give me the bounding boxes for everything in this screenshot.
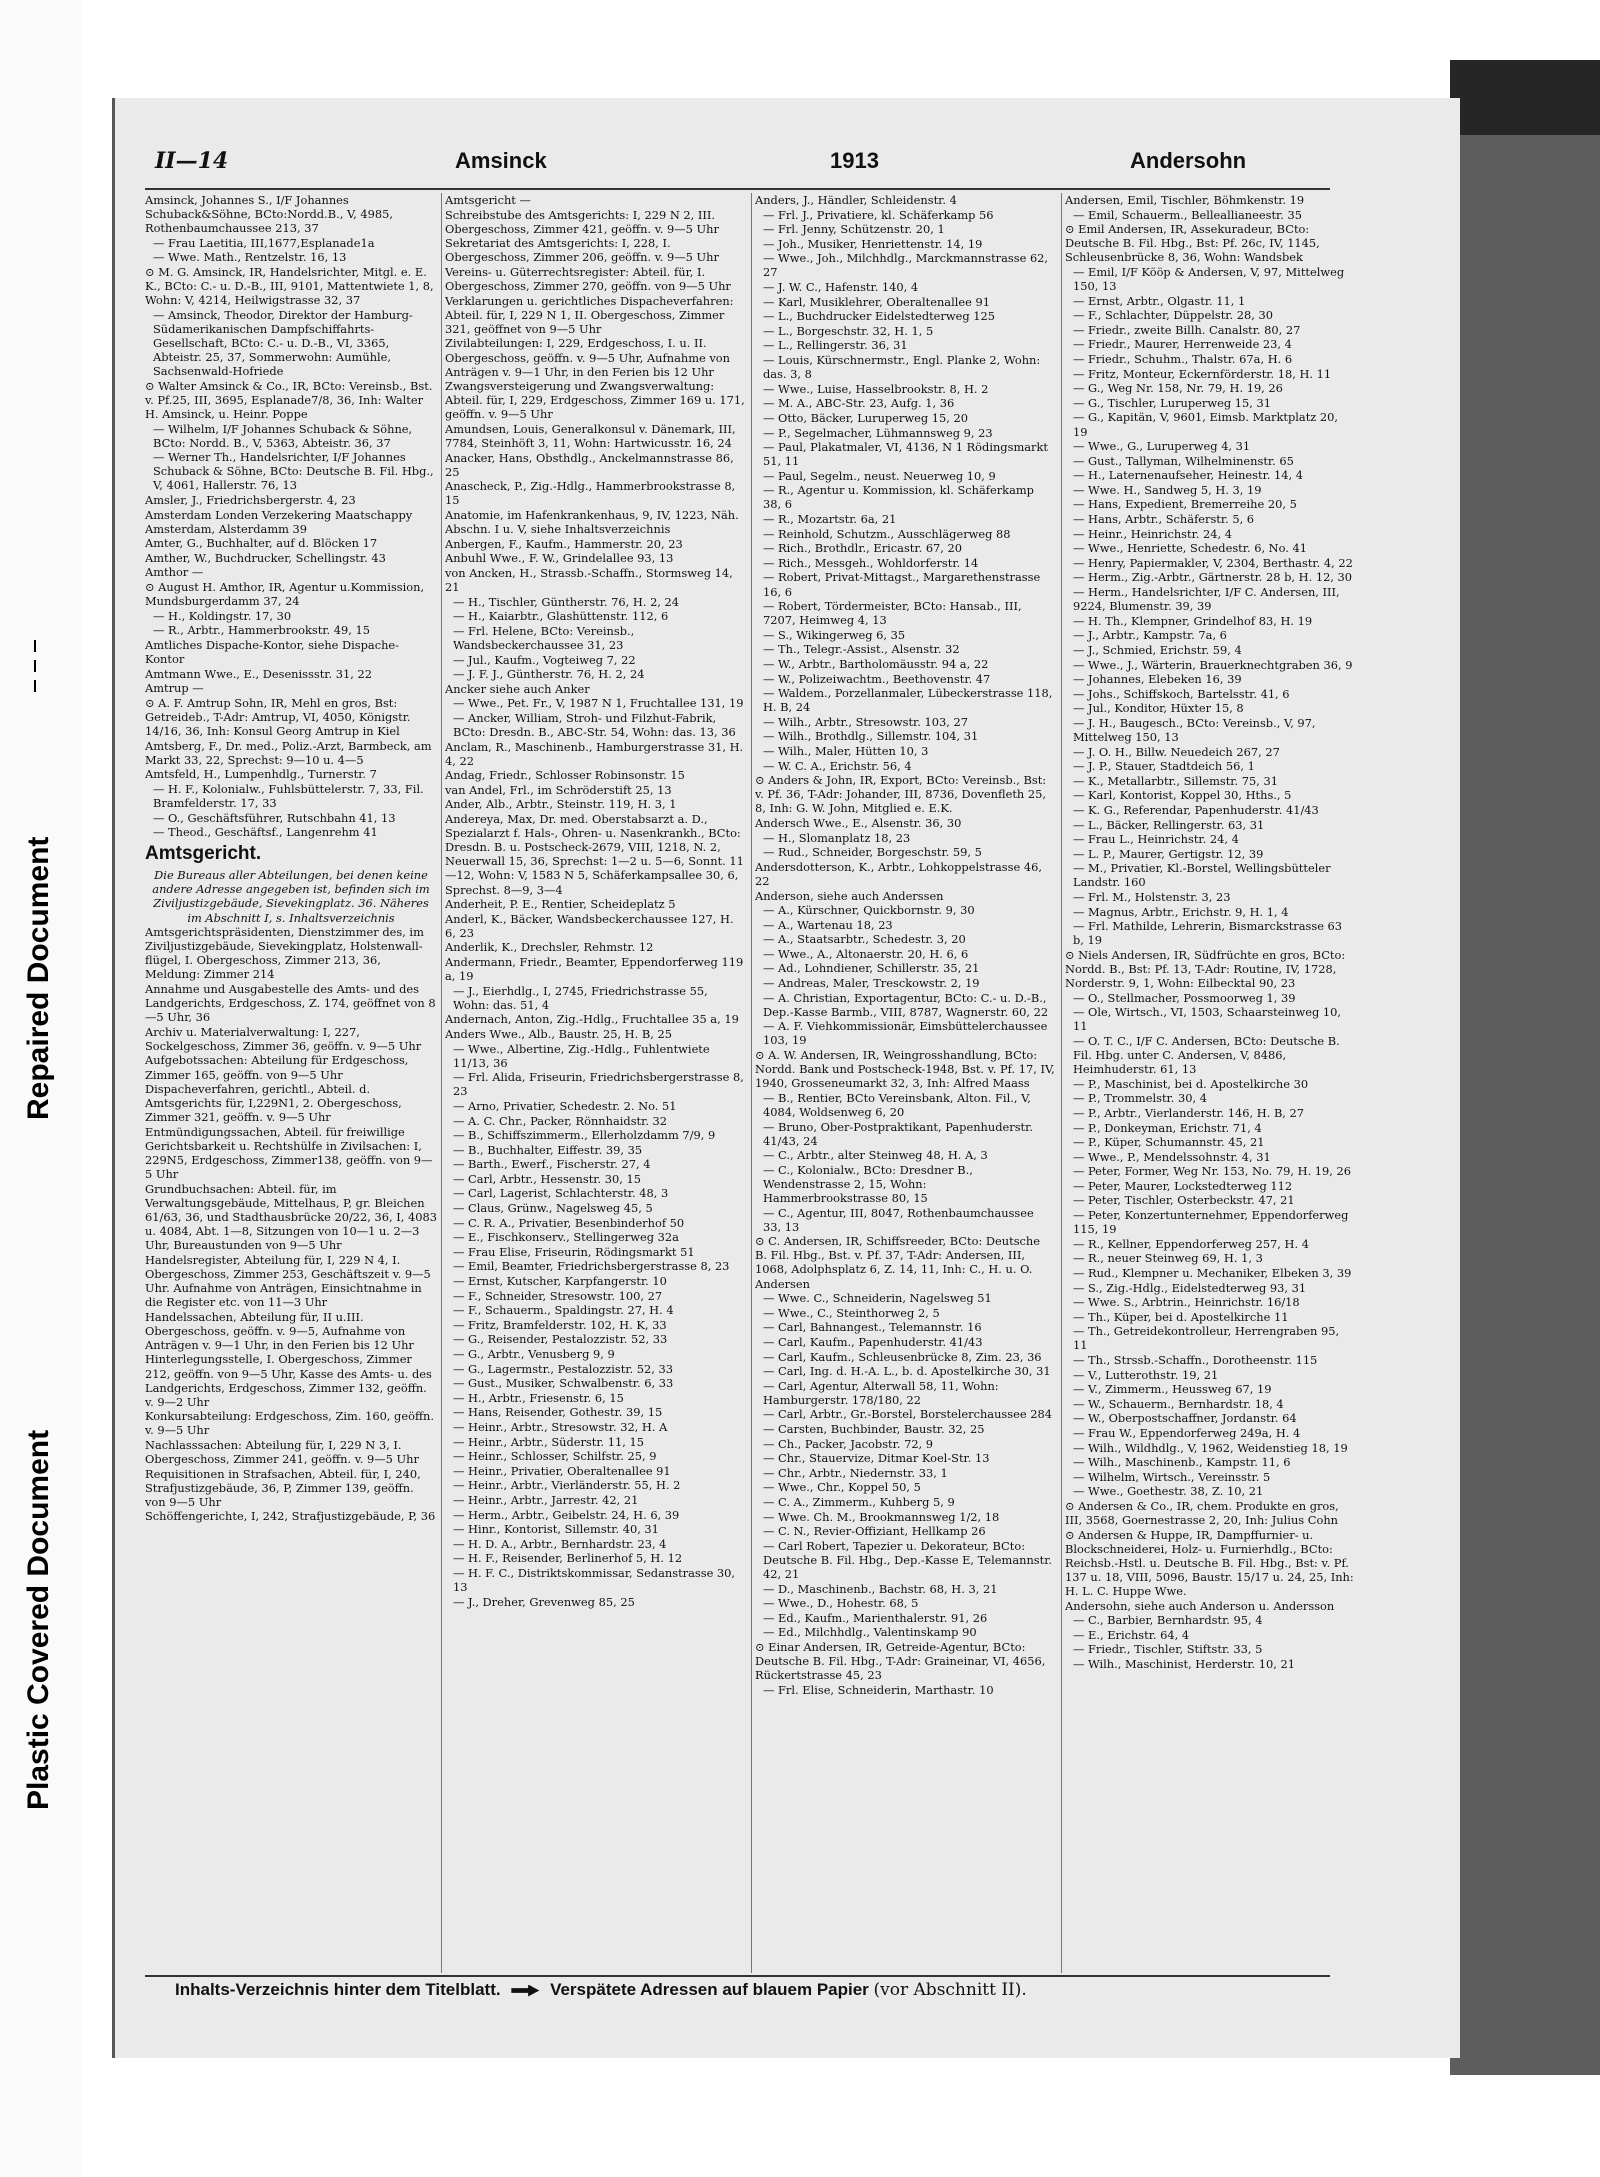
directory-entry: — Rich., Brothdlr., Ericastr. 67, 20 [763,541,963,556]
directory-entry: — Carl, Agentur, Alterwall 58, 11, Wohn: Hamburgerstr. 178/180, 22 [763,1378,999,1407]
directory-entry: — Carl, Bahnangest., Telemannstr. 16 [763,1320,982,1335]
directory-entry: — S., Zig.-Hdlg., Eidelstedterweg 93, 31 [1073,1280,1307,1295]
directory-entry: Anclam, R., Maschinenb., Hamburgerstrasse 31, H. 4, 22 [445,739,744,768]
directory-entry: — P., Küper, Schumannstr. 45, 21 [1073,1135,1265,1150]
directory-entry: — B., Schiffszimmerm., Ellerholzdamm 7/9, 9 [453,1128,716,1143]
directory-entry: ⊙ A. W. Andersen, IR, Weingrosshandlung, BCto: Nordd. Bank und Postscheck-1948, Bst. v. Pf. 17, IV, 1940, Grosseneumarkt 32, 3, Inh: Alfred Maass [755,1048,1055,1091]
directory-entry: — J. O. H., Billw. Neuedeich 267, 27 [1073,744,1280,759]
directory-entry: — P., Donkeyman, Erichstr. 71, 4 [1073,1120,1262,1135]
directory-entry: Amtsberg, F., Dr. med., Poliz.-Arzt, Barmbeck, am Markt 33, 22, Sprechst: 9—10 u. 4—5 [145,738,432,767]
directory-entry: — W., Arbtr., Bartholomäusstr. 94 a, 22 [763,657,989,671]
directory-entry: — H. D. A., Arbtr., Bernhardstr. 23, 4 [453,1536,667,1551]
directory-entry: — Fritz, Bramfelderstr. 102, H. K, 33 [453,1317,667,1332]
directory-entry: ⊙ Andersen & Co., IR, chem. Produkte en gros, III, 3568, Goernestrasse 2, 20, Inh: Julius Cohn [1065,1498,1339,1528]
column-divider [751,193,752,1973]
directory-entry: — Frl. Elise, Schneiderin, Marthastr. 10 [763,1682,994,1697]
directory-entry: Anderson, siehe auch Anderssen [755,888,944,903]
directory-entry: — Carl, Kaufm., Papenhuderstr. 41/43 [763,1334,983,1349]
directory-entry: — Herm., Arbtr., Geibelstr. 24, H. 6, 39 [453,1507,680,1522]
column-divider [1061,193,1062,1973]
directory-entry: — Wilh., Arbtr., Stresowstr. 103, 27 [763,714,968,729]
directory-entry: Anders Wwe., Alb., Baustr. 25, H. B, 25 [445,1026,672,1041]
directory-entry: — Wwe., Luise, Hasselbrookstr. 8, H. 2 [763,381,989,396]
directory-entry: — B., Rentier, BCto Vereinsbank, Alton. Fil., V, 4084, Woldsenweg 6, 20 [763,1090,1031,1119]
directory-entry: — Th., Strssb.-Schaffn., Dorotheenstr. 115 [1073,1353,1318,1367]
scanner-sidebar [0,0,82,2177]
directory-entry: — Karl, Kontorist, Koppel 30, Hths., 5 [1073,788,1292,803]
scan-edge-dark [1450,60,1600,135]
directory-entry: — Carl, Lagerist, Schlachterstr. 48, 3 [453,1186,669,1201]
directory-entry: — Emil, Schauerm., Belleallianeestr. 35 [1073,207,1302,222]
directory-entry: — Amsinck, Theodor, Direktor der Hamburg-Südamerikanischen Dampfschiffahrts-Gesellschaft, BCto: C.- u. D.-B., VI, 3365, Abteistr. 25, 37, Sommerwohn: Aumühle, Sachsenwald-Hofriede [153,307,413,379]
directory-entry: — Wilh., Maschinist, Herderstr. 10, 21 [1073,1656,1295,1671]
directory-entry: — M. A., ABC-Str. 23, Aufg. 1, 36 [763,396,955,411]
directory-entry: Amtsgerichtspräsidenten, Dienstzimmer des, im Ziviljustizgebäude, Sievekingplatz, Holstenwall-flügel, I. Obergeschoss, Zimmer 213, 36, Meldung: Zimmer 214 [145,925,424,982]
footer-section-ref: (vor Abschnitt II). [873,1980,1027,2000]
directory-entry: Schreibstube des Amtsgerichts: I, 229 N 2, III. Obergeschoss, Zimmer 421, geöffn. v. 9—5 Uhr [445,207,719,236]
directory-entry: — Heinr., Arbtr., Süderstr. 11, 15 [453,1434,645,1449]
directory-entry: — H., Koldingstr. 17, 30 [153,608,292,623]
directory-entry: — Joh., Musiker, Henriettenstr. 14, 19 [763,236,983,251]
directory-entry: Anatomie, im Hafenkrankenhaus, 9, IV, 1223, Näh. Abschn. I u. V, siehe Inhaltsverzeichnis [445,508,739,537]
directory-entry: — L., Buchdrucker Eidelstedterweg 125 [763,309,996,324]
directory-entry: — Carl Robert, Tapezier u. Dekorateur, BCto: Deutsche B. Fil. Hbg., Dep.-Kasse E, Telemannstr. 42, 21 [763,1538,1053,1581]
directory-entry: Anascheck, P., Zig.-Hdlg., Hammerbrookstrasse 8, 15 [445,479,736,508]
directory-entry: Grundbuchsachen: Abteil. für, im Verwaltungsgebäude, Mittelhaus, P, gr. Bleichen 61/63, 36, und Stadthausbrücke 20/22, 36, I, 4083 u. 4084, Abt. 1—8, Sitzungen von 10—1 u. 2—3 Uhr, Bureaustunden von 9—5 Uhr [145,1181,437,1253]
directory-entry: — Frau W., Eppendorferweg 249a, H. 4 [1073,1425,1301,1440]
directory-entry: — Wilh., Maschinenb., Kampstr. 11, 6 [1073,1455,1291,1470]
directory-entry: — Ed., Kaufm., Marienthalerstr. 91, 26 [763,1610,988,1625]
page-number: II—14 [155,148,229,174]
directory-entry: Amtsgericht — [445,193,531,207]
directory-entry: Amsterdam Londen Verzekering Maatschappy Amsterdam, Alsterdamm 39 [145,507,413,536]
directory-entry: — Robert, Privat-Mittagst., Margarethenstrasse 16, 6 [763,570,1041,599]
directory-entry: — Claus, Grünw., Nagelsweg 45, 5 [453,1201,653,1216]
scan-edge-gray [1450,135,1600,2075]
pointing-hand-icon [511,1985,539,1997]
directory-entry: — G., Tischler, Luruperweg 15, 31 [1073,395,1271,410]
directory-entry: — W., Schauerm., Bernhardstr. 18, 4 [1073,1396,1284,1411]
directory-entry: — E., Erichstr. 64, 4 [1073,1627,1190,1642]
directory-entry: — Fritz, Monteur, Eckernförderstr. 18, H. 11 [1073,366,1332,381]
directory-entry: — Herm., Handelsrichter, I/F C. Andersen, III, 9224, Blumenstr. 39, 39 [1073,585,1340,614]
directory-entry: Anderlik, K., Drechsler, Rehmstr. 12 [445,940,654,955]
footer-index-note: Inhalts-Verzeichnis hinter dem Titelblatt. [175,1980,501,1999]
directory-entry: — Heinr., Schlosser, Schilfstr. 25, 9 [453,1449,657,1464]
directory-entry: — J. H., Baugesch., BCto: Vereinsb., V, 97, Mittelweg 150, 13 [1073,715,1316,744]
directory-entry: — G., Reisender, Pestalozzistr. 52, 33 [453,1332,668,1347]
directory-entry: Andersch Wwe., E., Alsenstr. 36, 30 [755,816,962,831]
directory-entry: Andersdotterson, K., Arbtr., Lohkoppelstrasse 46, 22 [755,859,1042,888]
directory-entry: — Carl, Arbtr., Hessenstr. 30, 15 [453,1171,641,1186]
margin-tick [34,660,36,672]
directory-entry: Handelsregister, Abteilung für, I, 229 N 4, I. Obergeschoss, Zimmer 253, Geschäftszeit v. 9—5 Uhr. Aufnahme von Anträgen, Einsichtnahme in die Register etc. von 11—3 Uhr [145,1252,431,1310]
directory-entry: — Robert, Tördermeister, BCto: Hansab., III, 7207, Heimweg 4, 13 [763,599,1022,628]
directory-entry: — Wwe., G., Luruperweg 4, 31 [1073,439,1251,454]
directory-entry: — J., Dreher, Grevenweg 85, 25 [453,1594,635,1609]
directory-entry: Andag, Friedr., Schlosser Robinsonstr. 15 [445,768,685,783]
directory-entry: — Wwe., D., Hohestr. 68, 5 [763,1596,919,1611]
directory-entry: — Paul, Plakatmaler, VI, 4136, N 1 Rödingsmarkt 51, 11 [763,440,1048,469]
directory-entry: — Werner Th., Handelsrichter, I/F Johannes Schuback & Söhne, BCto: Deutsche B. Fil. Hbg., V, 4061, Hallerstr. 76, 13 [153,450,434,493]
directory-entry: Schöffengerichte, I, 242, Strafjustizgebäude, P, 36 [145,1509,436,1524]
directory-entry: — Frl. Alida, Friseurin, Friedrichsbergerstrasse 8, 23 [453,1070,744,1099]
margin-tick [34,680,36,692]
directory-entry: — Ancker, William, Stroh- und Filzhut-Fabrik, BCto: Dresdn. B., ABC-Str. 54, Wohn: das. 13, 36 [453,710,736,739]
directory-entry: — Friedr., Schuhm., Thalstr. 67a, H. 6 [1073,352,1293,367]
directory-entry: Die Bureaus aller Abteilungen, bei denen keine andere Adresse angegeben ist, befinden sich im Ziviljustizgebäude, Sievekingplatz. 36. Näheres im Abschnitt I, s. Inhaltsverzeichnis [152,868,430,925]
directory-entry: — Arno, Privatier, Schedestr. 2. No. 51 [453,1098,677,1113]
running-header [155,148,1335,188]
directory-entry: — Henry, Papiermakler, V, 2304, Berthastr. 4, 22 [1073,555,1353,570]
directory-entry: — Peter, Former, Weg Nr. 153, No. 79, H. 19, 26 [1073,1164,1352,1179]
directory-entry: — W. C. A., Erichstr. 56, 4 [763,758,912,773]
directory-entry: Anacker, Hans, Obsthdlg., Anckelmannstrasse 86, 25 [445,450,734,479]
directory-entry: — Hans, Reisender, Gothestr. 39, 15 [453,1405,663,1420]
directory-entry: Vereins- u. Güterrechtsregister: Abteil. für, I. Obergeschoss, Zimmer 270, geöffn. von 9—5 Uhr [445,264,731,294]
directory-entry: ⊙ A. F. Amtrup Sohn, IR, Mehl en gros, Bst: Getreideb., T-Adr: Amtrup, VI, 4050, Königstr. 14/16, 36, Inh: Konsul Georg Amtrup in Kiel [145,695,411,738]
directory-entry: — Wilh., Wildhdlg., V, 1962, Weidenstieg 18, 19 [1073,1440,1348,1455]
directory-entry: — K., Metallarbtr., Sillemstr. 75, 31 [1073,773,1278,788]
directory-entry: — A., Kürschner, Quickbornstr. 9, 30 [763,903,975,918]
directory-entry: ⊙ Niels Andersen, IR, Südfrüchte en gros, BCto: Nordd. B., Bst: Pf. 13, T-Adr: Routine, IV, 1728, Norderstr. 9, 1, Wohn: Eilbecktal 90, 23 [1065,947,1346,991]
directory-entry: Amsler, J., Friedrichsbergerstr. 4, 23 [145,492,356,507]
directory-entry: — Ernst, Arbtr., Olgastr. 11, 1 [1073,293,1246,308]
directory-entry: — H., Slomanplatz 18, 23 [763,830,911,845]
directory-entry: — Heinr., Arbtr., Vierländerstr. 55, H. 2 [453,1478,681,1493]
column-1 [145,193,437,1973]
header-rule [145,188,1330,190]
directory-entry: — Jul., Kaufm., Vogteiweg 7, 22 [453,652,636,667]
directory-entry: — Heinr., Heinrichstr. 24, 4 [1073,526,1233,541]
directory-entry: Amthor — [145,565,204,580]
directory-entry: — Wwe., J., Wärterin, Brauerknechtgraben 36, 9 [1073,657,1353,672]
directory-entry: Anderl, K., Bäcker, Wandsbeckerchaussee 127, H. 6, 23 [445,911,734,940]
directory-entry: — Magnus, Arbtr., Erichstr. 9, H. 1, 4 [1073,904,1289,919]
directory-entry: — Ernst, Kutscher, Karpfangerstr. 10 [453,1274,667,1289]
directory-entry: — G., Kapitän, V, 9601, Eimsb. Marktplatz 20, 19 [1073,410,1339,439]
directory-entry: — A., Staatsarbtr., Schedestr. 3, 20 [763,932,966,947]
directory-entry: von Ancken, H., Strassb.-Schaffn., Stormsweg 14, 21 [445,565,733,595]
directory-entry: — Theod., Geschäftsf., Langenrehm 41 [153,825,378,840]
directory-entry: — Otto, Bäcker, Luruperweg 15, 20 [763,410,969,425]
directory-entry: — Ch., Packer, Jacobstr. 72, 9 [763,1436,934,1451]
directory-entry: — J., Schmied, Erichstr. 59, 4 [1073,642,1242,657]
directory-entry: — Wilh., Brothdlg., Sillemstr. 104, 31 [763,729,979,744]
directory-entry: — Th., Küper, bei d. Apostelkirche 11 [1073,1309,1289,1324]
directory-entry: — Herm., Zig.-Arbtr., Gärtnerstr. 28 b, H. 12, 30 [1073,570,1353,585]
directory-entry: — Peter, Konzertunternehmer, Eppendorferweg 115, 19 [1073,1208,1349,1237]
directory-entry: Amtliches Dispache-Kontor, siehe Dispache-Kontor [145,637,400,666]
directory-entry: — Waldem., Porzellanmaler, Lübeckerstrasse 118, H. B, 24 [763,686,1053,715]
footer-rule [145,1975,1330,1977]
directory-entry: — C., Agentur, III, 8047, Rothenbaumchaussee 33, 13 [763,1205,1034,1234]
directory-entry: Andermann, Friedr., Beamter, Eppendorferweg 119 a, 19 [445,954,744,984]
directory-entry: — C. N., Revier-Offiziant, Hellkamp 26 [763,1524,986,1539]
directory-entry: — C., Barbier, Bernhardstr. 95, 4 [1073,1613,1263,1628]
directory-entry: — Heinr., Arbtr., Stresowstr. 32, H. A [453,1419,668,1434]
directory-entry: — Wwe., Joh., Milchhdlg., Marckmannstrasse 62, 27 [763,251,1049,280]
directory-entry: — F., Schlachter, Düppelstr. 28, 30 [1073,308,1273,323]
directory-entry: Handelssachen, Abteilung für, II u.III. Obergeschoss, geöffn. v. 9—5, Aufnahme von Anträgen v. 9—1 Uhr, in den Ferien bis 12 Uhr [145,1309,414,1352]
directory-entry: Verklarungen u. gerichtliches Dispacheverfahren: Abteil. für, I, 229 N 1, II. Obergeschoss, Zimmer 321, geöffnet von 9—5 Uhr [445,293,734,336]
directory-entry: Aufgebotssachen: Abteilung für Erdgeschoss, Zimmer 165, geöffn. von 9—5 Uhr [145,1053,409,1082]
directory-entry: — B., Buchhalter, Eiffestr. 39, 35 [453,1142,643,1157]
column-4 [1065,193,1355,1973]
directory-entry: — H. F. C., Distriktskommissar, Sedanstrasse 30, 13 [453,1565,736,1594]
directory-entry: — A. Christian, Exportagentur, BCto: C.- u. D.-B., Dep.-Kasse Barmb., VIII, 8787, Wagnerstr. 60, 22 [763,990,1049,1019]
directory-entry: — Ed., Milchhdlg., Valentinskamp 90 [763,1625,977,1640]
directory-entry: — Frl. Jenny, Schützenstr. 20, 1 [763,222,945,237]
margin-tick [34,640,36,652]
directory-entry: ⊙ Anders & John, IR, Export, BCto: Vereinsb., Bst: v. Pf. 36, T-Adr: Johander, III, 8736, Dovenfleth 25, 8, Inh: G. W. John, Mitglied e. E.K. [755,773,1047,816]
directory-entry: — C., Kolonialw., BCto: Dresdner B., Wendenstrasse 2, 15, Wohn: Hammerbrookstrasse 80, 15 [763,1162,973,1205]
directory-entry: — V., Zimmerm., Heussweg 67, 19 [1073,1382,1272,1397]
directory-entry: ⊙ Emil Andersen, IR, Assekuradeur, BCto: Deutsche B. Fil. Hbg., Bst: Pf. 26c, IV, 1145, Schleusenbrücke 8, 36, Wohn: Wandsbek [1065,222,1320,265]
directory-entry: — H., Tischler, Güntherstr. 76, H. 2, 24 [453,594,680,609]
directory-entry: — P., Trommelstr. 30, 4 [1073,1091,1207,1106]
directory-entry: — Wwe., Goethestr. 38, Z. 10, 21 [1073,1484,1264,1499]
directory-entry: — Wwe., Albertine, Zig.-Hdlg., Fuhlentwiete 11/13, 36 [453,1041,710,1070]
directory-entry: — Frl. Helene, BCto: Vereinsb., Wandsbeckerchaussee 31, 23 [453,623,635,652]
footer-late-addresses: Verspätete Adressen auf blauem Papier [550,1980,869,1999]
directory-entry: — S., Wikingerweg 6, 35 [763,627,906,642]
directory-entry: — Frau Elise, Friseurin, Rödingsmarkt 51 [453,1244,695,1259]
directory-entry: — Chr., Arbtr., Niedernstr. 33, 1 [763,1465,948,1480]
directory-entry: — Hans, Expedient, Bremerreihe 20, 5 [1073,497,1297,512]
column-3 [755,193,1055,1973]
first-entry-heading: Amsinck [455,148,547,173]
directory-entry: — Rich., Messgeh., Wohldorferstr. 14 [763,555,979,570]
directory-entry: — G., Weg Nr. 158, Nr. 79, H. 19, 26 [1073,381,1283,396]
directory-entry: — W., Oberpostschaffner, Jordanstr. 64 [1073,1411,1297,1426]
directory-entry: — C., Arbtr., alter Steinweg 48, H. A, 3 [763,1148,988,1163]
directory-entry: Amsinck, Johannes S., I/F Johannes Schuback&Söhne, BCto:Nordd.B., V, 4985, Rothenbaumchaussee 213, 37 [145,193,394,236]
directory-entry: — P., Arbtr., Vierlanderstr. 146, H. B, 27 [1073,1105,1305,1120]
directory-entry: — Th., Getreidekontrolleur, Herrengraben 95, 11 [1073,1324,1340,1353]
directory-entry: — Wwe., P., Mendelssohnstr. 4, 31 [1073,1149,1271,1164]
directory-entry: Anderheit, P. E., Rentier, Scheideplatz 5 [445,897,676,912]
directory-entry: Zivilabteilungen: I, 229, Erdgeschoss, I. u. II. Obergeschoss, geöffn. v. 9—5 Uhr, Aufnahme von Anträgen v. 9—1 Uhr, in den Ferien bis 12 Uhr [445,336,730,379]
directory-entry: — Peter, Maurer, Lockstedterweg 112 [1073,1178,1293,1193]
directory-entry: — L., Bäcker, Rellingerstr. 63, 31 [1073,817,1265,832]
repaired-document-label: Repaired Document [22,836,55,1120]
directory-page [112,98,1460,2058]
directory-entry: ⊙ Andersen & Huppe, IR, Dampffurnier- u. Blockschneiderei, Holz- u. Furnierhdlg., BCto: Reichsb.-Hstl. u. Deutsche B. Fil. Hbg., Bst: v. Pf. 137 u. 18, VIII, 5096, Baustr. 15/17 u. 24, 25, Inh: H. L. C. Huppe Wwe. [1065,1527,1354,1598]
directory-entry: — Hinr., Kontorist, Sillemstr. 40, 31 [453,1522,659,1537]
directory-entry: — Frl. Mathilde, Lehrerin, Bismarckstrasse 63 b, 19 [1073,919,1343,948]
directory-entry: — P., Maschinist, bei d. Apostelkirche 30 [1073,1076,1309,1091]
directory-entry: — Wwe., Chr., Koppel 50, 5 [763,1480,921,1495]
directory-entry: — Johannes, Elebeken 16, 39 [1073,672,1242,687]
directory-entry: — Wwe. C., Schneiderin, Nagelsweg 51 [763,1291,992,1306]
directory-entry: Anbuhl Wwe., F. W., Grindelallee 93, 13 [445,551,674,566]
directory-entry: — Barth., Ewerf., Fischerstr. 27, 4 [453,1157,651,1172]
directory-entry: Andersen, Emil, Tischler, Böhmkenstr. 19 [1065,193,1305,207]
directory-entry: — Ad., Lohndiener, Schillerstr. 35, 21 [763,961,980,976]
year-heading: 1913 [830,148,879,173]
directory-entry: Ancker siehe auch Anker [445,681,590,696]
directory-entry: — Friedr., Tischler, Stiftstr. 33, 5 [1073,1642,1263,1657]
directory-entry: Archiv u. Materialverwaltung: I, 227, Sockelgeschoss, Zimmer 36, geöffn. v. 9—5 Uhr [145,1024,422,1053]
directory-entry: — Wwe., Pet. Fr., V, 1987 N 1, Fruchtallee 131, 19 [453,696,744,711]
directory-entry: van Andel, Frl., im Schröderstift 25, 13 [445,782,672,797]
directory-entry: Anders, J., Händler, Schleidenstr. 4 [755,193,957,207]
directory-entry: — A., Wartenau 18, 23 [763,917,893,932]
directory-entry: — H. F., Reisender, Berlinerhof 5, H. 12 [453,1551,683,1566]
directory-entry: — Paul, Segelm., neust. Neuerweg 10, 9 [763,468,996,483]
directory-entry: ⊙ Walter Amsinck & Co., IR, BCto: Vereinsb., Bst. v. Pf.25, III, 3695, Esplanade7/8, 36, Inh: Walter H. Amsinck, u. Heinr. Poppe [145,378,433,421]
directory-entry: — R., Agentur u. Kommission, kl. Schäferkamp 38, 6 [763,483,1034,512]
directory-entry: — Frau Laetitia, III,1677,Esplanade1a [153,235,375,250]
directory-entry: — Emil, I/F Kööp & Andersen, V, 97, Mittelweg 150, 13 [1073,264,1345,294]
directory-entry: Amtsfeld, H., Lumpenhdlg., Turnerstr. 7 [145,767,377,782]
directory-entry: Amundsen, Louis, Generalkonsul v. Dänemark, III, 7784, Steinhöft 3, 11, Wohn: Hartwicusstr. 16, 24 [445,422,736,451]
column-2 [445,193,745,1973]
directory-entry: — Th., Telegr.-Assist., Alsenstr. 32 [763,642,960,657]
directory-entry: — J. W. C., Hafenstr. 140, 4 [763,280,919,295]
directory-entry: — H., Arbtr., Friesenstr. 6, 15 [453,1390,624,1405]
directory-entry: Annahme und Ausgabestelle des Amts- und des Landgerichts, Erdgeschoss, Z. 174, geöffnet von 8—5 Uhr, 36 [145,981,436,1025]
directory-entry: — Wwe. S., Arbtrin., Heinrichstr. 16/18 [1073,1295,1300,1310]
directory-entry: — Wilh., Maler, Hütten 10, 3 [763,744,929,759]
directory-entry: ⊙ C. Andersen, IR, Schiffsreeder, BCto: Deutsche B. Fil. Hbg., Bst. v. Pf. 37, T-Adr: Andersen, III, 1068, Adolphsplatz 6, Z. 14, 11, Inh: C., H. u. O. Andersen [755,1234,1041,1291]
directory-entry: Ander, Alb., Arbtr., Steinstr. 119, H. 3, 1 [445,797,677,812]
directory-entry: Entmündigungssachen, Abteil. für freiwillige Gerichtsbarkeit u. Rechtshülfe in Zivilsachen: I, 229N5, Erdgeschoss, Zimmer138, geöffn. von 9—5 Uhr [145,1124,433,1182]
directory-entry: Dispacheverfahren, gerichtl., Abteil. d. Amtsgerichts für, I,229N1, 2. Obergeschoss, Zimmer 321, geöffn. v. 9—5 Uhr [145,1082,402,1125]
directory-entry: Amtsgericht. [145,843,262,865]
directory-entry: Requisitionen in Strafsachen, Abteil. für, I, 240, Strafjustizgebäude, 36, P, Zimmer 139, geöffn. von 9—5 Uhr [145,1466,421,1509]
directory-entry: — Friedr., Maurer, Herrenweide 23, 4 [1073,337,1292,352]
directory-entry: — Emil, Beamter, Friedrichsbergerstrasse 8, 23 [453,1259,730,1274]
directory-entry: Amter, G., Buchhalter, auf d. Blöcken 17 [145,536,378,551]
directory-entry: — A. F. Viehkommissionär, Eimsbüttelerchaussee 103, 19 [763,1019,1048,1048]
directory-entry: — F., Schneider, Stresowstr. 100, 27 [453,1288,663,1303]
directory-entry: Sekretariat des Amtsgerichts: I, 228, I. Obergeschoss, Zimmer 206, geöffn. v. 9—5 Uhr [445,236,719,265]
directory-entry: — K. G., Referendar, Papenhuderstr. 41/43 [1073,802,1319,817]
directory-entry: — R., neuer Steinweg 69, H. 1, 3 [1073,1251,1263,1266]
directory-entry: — F., Schauerm., Spaldingstr. 27, H. 4 [453,1303,674,1318]
directory-entry: — E., Fischkonserv., Stellingerweg 32a [453,1230,679,1245]
directory-entry: — G., Lagermstr., Pestalozzistr. 52, 33 [453,1361,674,1376]
directory-entry: — Andreas, Maler, Tresckowstr. 2, 19 [763,976,980,991]
directory-entry: — Frau L., Heinrichstr. 24, 4 [1073,832,1239,847]
directory-entry: — D., Maschinenb., Bachstr. 68, H. 3, 21 [763,1581,998,1596]
directory-entry: — C. R. A., Privatier, Besenbinderhof 50 [453,1215,685,1230]
directory-entry: Konkursabteilung: Erdgeschoss, Zim. 160, geöffn. v. 9—5 Uhr [145,1409,434,1438]
directory-entry: — Frl. J., Privatiere, kl. Schäferkamp 56 [763,207,994,222]
directory-entry: — Rud., Schneider, Borgeschstr. 59, 5 [763,845,982,860]
directory-entry: — Gust., Tallyman, Wilhelminenstr. 65 [1073,453,1294,468]
directory-entry: — H. Th., Klempner, Grindelhof 83, H. 19 [1073,613,1313,628]
directory-entry: — Carl, Ing. d. H.-A. L., b. d. Apostelkirche 30, 31 [763,1364,1051,1379]
directory-entry: Amther, W., Buchdrucker, Schellingstr. 43 [145,550,386,565]
directory-entry: ⊙ Einar Andersen, IR, Getreide-Agentur, BCto: Deutsche B. Fil. Hbg., T-Adr: Graineinar, VI, 4656, Rückertstrasse 45, 23 [755,1639,1046,1683]
directory-entry: Zwangsversteigerung und Zwangsverwaltung: Abteil. für, I, 229, Erdgeschoss, Zimmer 169 u. 171, geöffn. v. 9—5 Uhr [445,379,745,422]
directory-entry: — Bruno, Ober-Postpraktikant, Papenhuderstr. 41/43, 24 [763,1119,1033,1148]
page-footer [175,1980,1355,2000]
directory-entry: — O., Geschäftsführer, Rutschbahn 41, 13 [153,810,396,825]
directory-entry: Andereya, Max, Dr. med. Oberstabsarzt a. D., Spezialarzt f. Hals-, Ohren- u. Nasenkrankh., BCto: Dresdn. B. u. Postscheck-2679, VIII, 1218, N. 2, Neuerwall 15, 36, Sprechst: 1—2 u. 5—6, Sonnt. 11—12, Wohn: V, 1583 N 5, Schäferkampsallee 30, 6, Sprechst. 8—9, 3—4 [445,812,744,897]
directory-entry: — Reinhold, Schutzm., Ausschlägerweg 88 [763,526,1011,541]
directory-entry: — C. A., Zimmerm., Kuhberg 5, 9 [763,1494,955,1509]
directory-entry: — Wwe., Henriette, Schedestr. 6, No. 41 [1073,541,1308,556]
directory-entry: — L. P., Maurer, Gertigstr. 12, 39 [1073,846,1264,861]
directory-entry: — Wilhelm, I/F Johannes Schuback & Söhne, BCto: Nordd. B., V, 5363, Abteistr. 36, 37 [153,421,413,450]
directory-entry: — Karl, Musiklehrer, Oberaltenallee 91 [763,294,990,309]
directory-entry: — P., Segelmacher, Lühmannsweg 9, 23 [763,425,993,440]
directory-entry: — Friedr., zweite Billh. Canalstr. 80, 27 [1073,322,1301,337]
directory-entry: — L., Rellingerstr. 36, 31 [763,338,908,353]
directory-entry: — O., Stellmacher, Possmoorweg 1, 39 [1073,990,1296,1005]
directory-entry: — M., Privatier, Kl.-Borstel, Wellingsbütteler Landstr. 160 [1073,861,1331,890]
directory-entry: — O. T. C., I/F C. Andersen, BCto: Deutsche B. Fil. Hbg. unter C. Andersen, V, 8486, Heimhuderstr. 61, 13 [1073,1033,1340,1077]
directory-entry: — Wwe., C., Steinthorweg 2, 5 [763,1305,940,1320]
directory-entry: — R., Kellner, Eppendorferweg 257, H. 4 [1073,1236,1309,1251]
directory-entry: — Rud., Klempner u. Mechaniker, Elbeken 3, 39 [1073,1265,1352,1280]
directory-entry: — Heinr., Privatier, Oberaltenallee 91 [453,1463,671,1478]
directory-entry: — Wwe. Math., Rentzelstr. 16, 13 [153,250,347,265]
directory-entry: — Ole, Wirtsch., VI, 1503, Schaarsteinweg 10, 11 [1073,1005,1341,1034]
directory-entry: — Louis, Kürschnermstr., Engl. Planke 2, Wohn: das. 3, 8 [763,353,1041,382]
directory-entry: — Gust., Musiker, Schwalbenstr. 6, 33 [453,1376,674,1391]
directory-entry: ⊙ M. G. Amsinck, IR, Handelsrichter, Mitgl. e. E. K., BCto: C.- u. D.-B., III, 9101, Mattentwiete 1, 8, Wohn: V, 4214, Heilwigstrasse 32, 37 [145,264,434,308]
directory-entry: Nachlasssachen: Abteilung für, I, 229 N 3, I. Obergeschoss, Zimmer 241, geöffn. v. 9—5 Uhr [145,1437,419,1467]
directory-entry: Andersohn, siehe auch Anderson u. Andersson [1065,1598,1335,1613]
directory-entry: — J. F. J., Güntherstr. 76, H. 2, 24 [453,667,645,682]
last-entry-heading: Andersohn [1130,148,1247,173]
directory-entry: — Wilhelm, Wirtsch., Vereinsstr. 5 [1073,1469,1271,1484]
directory-entry: — Carl, Kaufm., Schleusenbrücke 8, Zim. 23, 36 [763,1349,1042,1364]
directory-entry: — Frl. M., Holstenstr. 3, 23 [1073,890,1231,904]
directory-entry: — W., Polizeiwachtm., Beethovenstr. 47 [763,671,991,686]
directory-entry: — J., Eierhdlg., I, 2745, Friedrichstrasse 55, Wohn: das. 51, 4 [453,983,708,1012]
directory-entry: — Carl, Arbtr., Gr.-Borstel, Borstelerchaussee 284 [763,1407,1052,1422]
directory-entry: — A. C. Chr., Packer, Rönnhaidstr. 32 [453,1113,668,1128]
directory-entry: — Carsten, Buchbinder, Baustr. 32, 25 [763,1421,985,1436]
directory-entry: — Chr., Stauervize, Ditmar Koel-Str. 13 [763,1451,990,1466]
directory-entry: — H. F., Kolonialw., Fuhlsbüttelerstr. 7, 33, Fil. Bramfelderstr. 17, 33 [153,781,424,810]
directory-entry: — H., Kaiarbtr., Glashüttenstr. 112, 6 [453,609,669,624]
directory-entry: — J., Arbtr., Kampstr. 7a, 6 [1073,628,1227,643]
directory-entry: Amtrup — [145,681,204,696]
directory-entry: Anbergen, F., Kaufm., Hammerstr. 20, 23 [445,536,683,551]
directory-entry: — Wwe., A., Altonaerstr. 20, H. 6, 6 [763,946,969,961]
directory-entry: — Hans, Arbtr., Schäferstr. 5, 6 [1073,512,1255,527]
directory-entry: Hinterlegungsstelle, I. Obergeschoss, Zimmer 212, geöffn. von 9—5 Uhr, Kasse des Amts- u. des Landgerichts, Erdgeschoss, Zimmer 132, geöffn. v. 9—2 Uhr [145,1352,432,1409]
directory-entry: — Jul., Konditor, Hüxter 15, 8 [1073,701,1244,716]
column-divider [441,193,442,1973]
directory-entry: — Wwe. H., Sandweg 5, H. 3, 19 [1073,482,1262,497]
directory-entry: — R., Arbtr., Hammerbrookstr. 49, 15 [153,623,370,638]
directory-entry: — Peter, Tischler, Osterbeckstr. 47, 21 [1073,1193,1295,1208]
directory-entry: — Johs., Schiffskoch, Bartelsstr. 41, 6 [1073,686,1290,701]
directory-entry: — J. P., Stauer, Stadtdeich 56, 1 [1073,759,1255,774]
plastic-covered-label: Plastic Covered Document [22,1429,55,1810]
directory-entry: Amtmann Wwe., E., Desenissstr. 31, 22 [145,666,372,681]
directory-entry: Andernach, Anton, Zig.-Hdlg., Fruchtallee 35 a, 19 [445,1012,739,1027]
directory-entry: — R., Mozartstr. 6a, 21 [763,512,897,527]
directory-entry: — H., Laternenaufseher, Heinestr. 14, 4 [1073,468,1304,483]
directory-entry: — V., Lutterothstr. 19, 21 [1073,1367,1219,1382]
directory-entry: — L., Borgeschstr. 32, H. 1, 5 [763,323,934,338]
directory-entry: — G., Arbtr., Venusberg 9, 9 [453,1347,615,1361]
directory-entry: ⊙ August H. Amthor, IR, Agentur u.Kommission, Mundsburgerdamm 37, 24 [145,580,425,609]
directory-entry: — Heinr., Arbtr., Jarrestr. 42, 21 [453,1492,639,1507]
directory-entry: — Wwe. Ch. M., Brookmannsweg 1/2, 18 [763,1509,1000,1524]
